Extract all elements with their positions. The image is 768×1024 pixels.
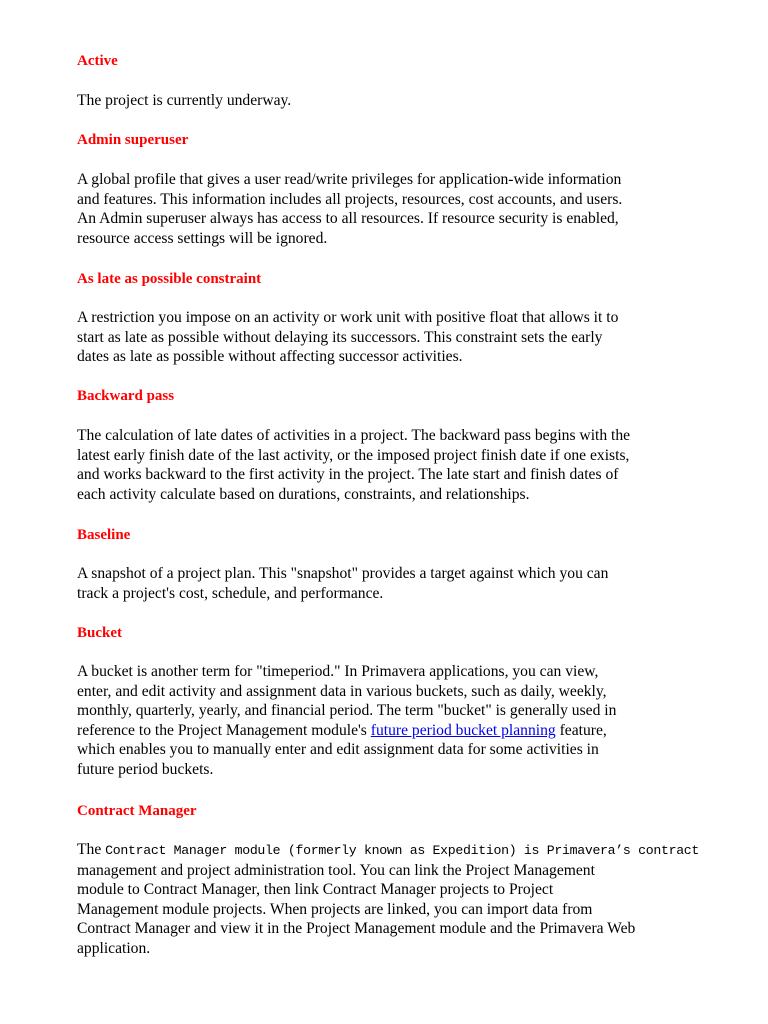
definition-line: start as late as possible without delaying its successors. This constraint sets the early <box>77 328 603 346</box>
definition-line: dates as late as possible without affecting successor activities. <box>77 348 463 366</box>
definition-line: track a project's cost, schedule, and performance. <box>77 584 384 602</box>
first-line-before: The <box>77 841 106 858</box>
definition-line: which enables you to manually enter and edit assignment data for some activities in <box>77 741 599 759</box>
definition-line: and works backward to the first activity in the project. The late start and finish dates of <box>77 466 619 484</box>
definition-admin-superuser <box>77 170 717 248</box>
definition-line: management and project administration tool. You can link the Project Management <box>77 861 595 879</box>
definition-line: A bucket is another term for "timeperiod." In Primavera applications, you can view, <box>77 663 599 680</box>
definition-line: monthly, quarterly, yearly, and financial period. The term "bucket" is generally used in <box>77 702 617 720</box>
definition-line: latest early finish date of the last activity, or the imposed project finish date if one exists, <box>77 446 630 464</box>
definition-line: application. <box>77 939 151 957</box>
term-heading-active: Active <box>77 53 118 69</box>
definition-bucket <box>77 662 717 780</box>
definition-line: A global profile that gives a user read/write privileges for application-wide information <box>77 171 622 188</box>
term-heading-baseline: Baseline <box>77 527 131 543</box>
definition-line: module to Contract Manager, then link Contract Manager projects to Project <box>77 881 554 899</box>
definition-line: enter, and edit activity and assignment data in various buckets, such as daily, weekly, <box>77 682 607 700</box>
term-heading-as-late-as-possible-constraint: As late as possible constraint <box>77 271 262 287</box>
definition-backward-pass <box>77 426 717 504</box>
term-heading-contract-manager: Contract Manager <box>77 803 197 819</box>
term-heading-bucket: Bucket <box>77 625 122 641</box>
definition-line: An Admin superuser always has access to all resources. If resource security is enabled, <box>77 210 619 228</box>
definition-line: The project is currently underway. <box>77 92 292 109</box>
definition-first-line <box>77 840 717 861</box>
definition-line: future period buckets. <box>77 760 214 778</box>
definition-line: A snapshot of a project plan. This "snapshot" provides a target against which you can <box>77 565 609 582</box>
definition-line: The calculation of late dates of activities in a project. The backward pass begins with the <box>77 427 631 444</box>
definition-active <box>77 91 717 111</box>
definition-as-late-as-possible-constraint <box>77 308 717 367</box>
definition-line: Contract Manager and view it in the Project Management module and the Primavera Web <box>77 920 636 938</box>
definition-line-with-link <box>77 721 717 741</box>
definition-line: each activity calculate based on durations, constraints, and relationships. <box>77 485 530 503</box>
term-heading-admin-superuser: Admin superuser <box>77 132 189 148</box>
definition-line: resource access settings will be ignored. <box>77 229 328 247</box>
definition-baseline <box>77 564 717 603</box>
definition-line: A restriction you impose on an activity or work unit with positive float that allows it to <box>77 309 619 326</box>
definition-line: and features. This information includes all projects, resources, cost accounts, and users. <box>77 190 623 208</box>
future-period-bucket-planning-link[interactable]: future period bucket planning <box>370 721 556 739</box>
link-line-before: reference to the Project Management module's <box>77 721 371 739</box>
first-line-typewriter-text: Contract Manager module (formerly known as Expedition) is Primavera’s contract <box>105 843 700 858</box>
link-line-after: feature, <box>555 721 607 739</box>
definition-line: Management module projects. When projects are linked, you can import data from <box>77 900 593 918</box>
term-heading-backward-pass: Backward pass <box>77 388 175 404</box>
definition-contract-manager <box>77 840 717 959</box>
